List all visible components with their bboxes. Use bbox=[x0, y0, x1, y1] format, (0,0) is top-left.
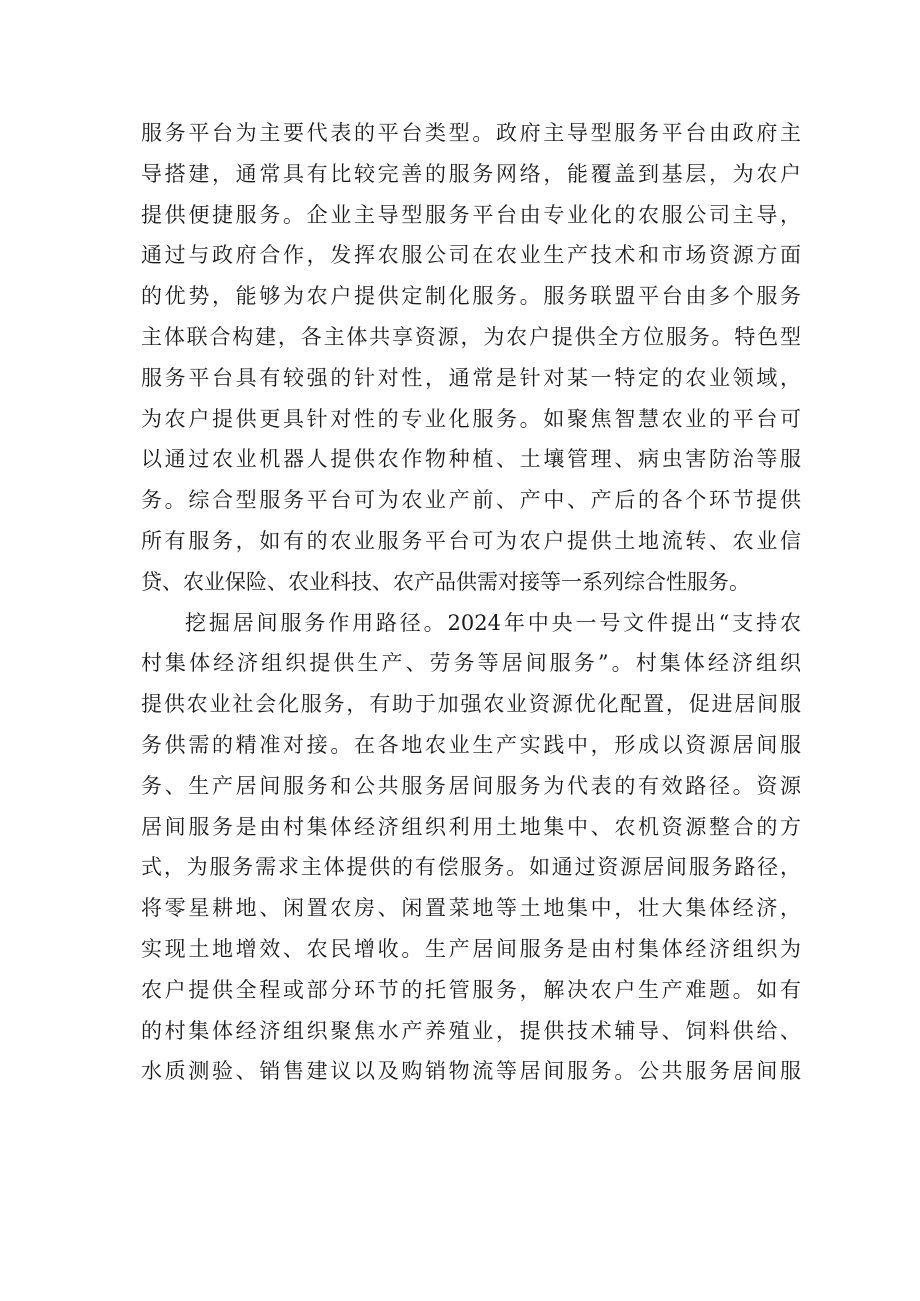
text-line: 提供农业社会化服务，有助于加强农业资源优化配置，促进居间服 bbox=[141, 692, 801, 717]
text-line: 农户提供全程或部分环节的托管服务，解决农户生产难题。如有 bbox=[141, 977, 801, 1002]
text-line: 提供便捷服务。企业主导型服务平台由专业化的农服公司主导， bbox=[141, 202, 801, 227]
text-line: 为农户提供更具针对性的专业化服务。如聚焦智慧农业的平台可 bbox=[141, 406, 801, 431]
text-line: 居间服务是由村集体经济组织利用土地集中、农机资源整合的方 bbox=[141, 814, 801, 839]
text-line: 贷、农业保险、农业科技、农产品供需对接等一系列综合性服务。 bbox=[141, 569, 750, 594]
text-line: 务、生产居间服务和公共服务居间服务为代表的有效路径。资源 bbox=[141, 773, 801, 798]
text-line: 所有服务，如有的农业服务平台可为农户提供土地流转、农业信 bbox=[141, 528, 801, 553]
text-line: 村集体经济组织提供生产、劳务等居间服务”。村集体经济组织 bbox=[141, 651, 801, 676]
text-line: 主体联合构建，各主体共享资源，为农户提供全方位服务。特色型 bbox=[141, 324, 801, 349]
text-line: 通过与政府合作，发挥农服公司在农业生产技术和市场资源方面 bbox=[141, 243, 801, 268]
text-line: 水质测验、销售建议以及购销物流等居间服务。公共服务居间服 bbox=[141, 1059, 801, 1084]
body-text bbox=[141, 113, 801, 1092]
text-line: 的村集体经济组织聚焦水产养殖业，提供技术辅导、饲料供给、 bbox=[141, 1018, 801, 1043]
text-line: 务。综合型服务平台可为农业产前、产中、产后的各个环节提供 bbox=[141, 488, 801, 513]
text-line: 服务平台具有较强的针对性，通常是针对某一特定的农业领域， bbox=[141, 365, 801, 390]
text-line: 的优势，能够为农户提供定制化服务。服务联盟平台由多个服务 bbox=[141, 284, 801, 309]
paragraph-2 bbox=[141, 603, 801, 1093]
text-line: 实现土地增效、农民增收。生产居间服务是由村集体经济组织为 bbox=[141, 936, 801, 961]
text-line: 导搭建，通常具有比较完善的服务网络，能覆盖到基层，为农户 bbox=[141, 161, 801, 186]
text-line: 以通过农业机器人提供农作物种植、土壤管理、病虫害防治等服 bbox=[141, 447, 801, 472]
text-line: 挖掘居间服务作用路径。2024年中央一号文件提出“支持农 bbox=[185, 610, 801, 635]
text-line: 务供需的精准对接。在各地农业生产实践中，形成以资源居间服 bbox=[141, 732, 801, 757]
text-line: 将零星耕地、闲置农房、闲置菜地等土地集中，壮大集体经济， bbox=[141, 896, 801, 921]
paragraph-1 bbox=[141, 113, 801, 603]
text-line: 服务平台为主要代表的平台类型。政府主导型服务平台由政府主 bbox=[141, 121, 801, 145]
text-line: 式，为服务需求主体提供的有偿服务。如通过资源居间服务路径， bbox=[141, 855, 801, 880]
